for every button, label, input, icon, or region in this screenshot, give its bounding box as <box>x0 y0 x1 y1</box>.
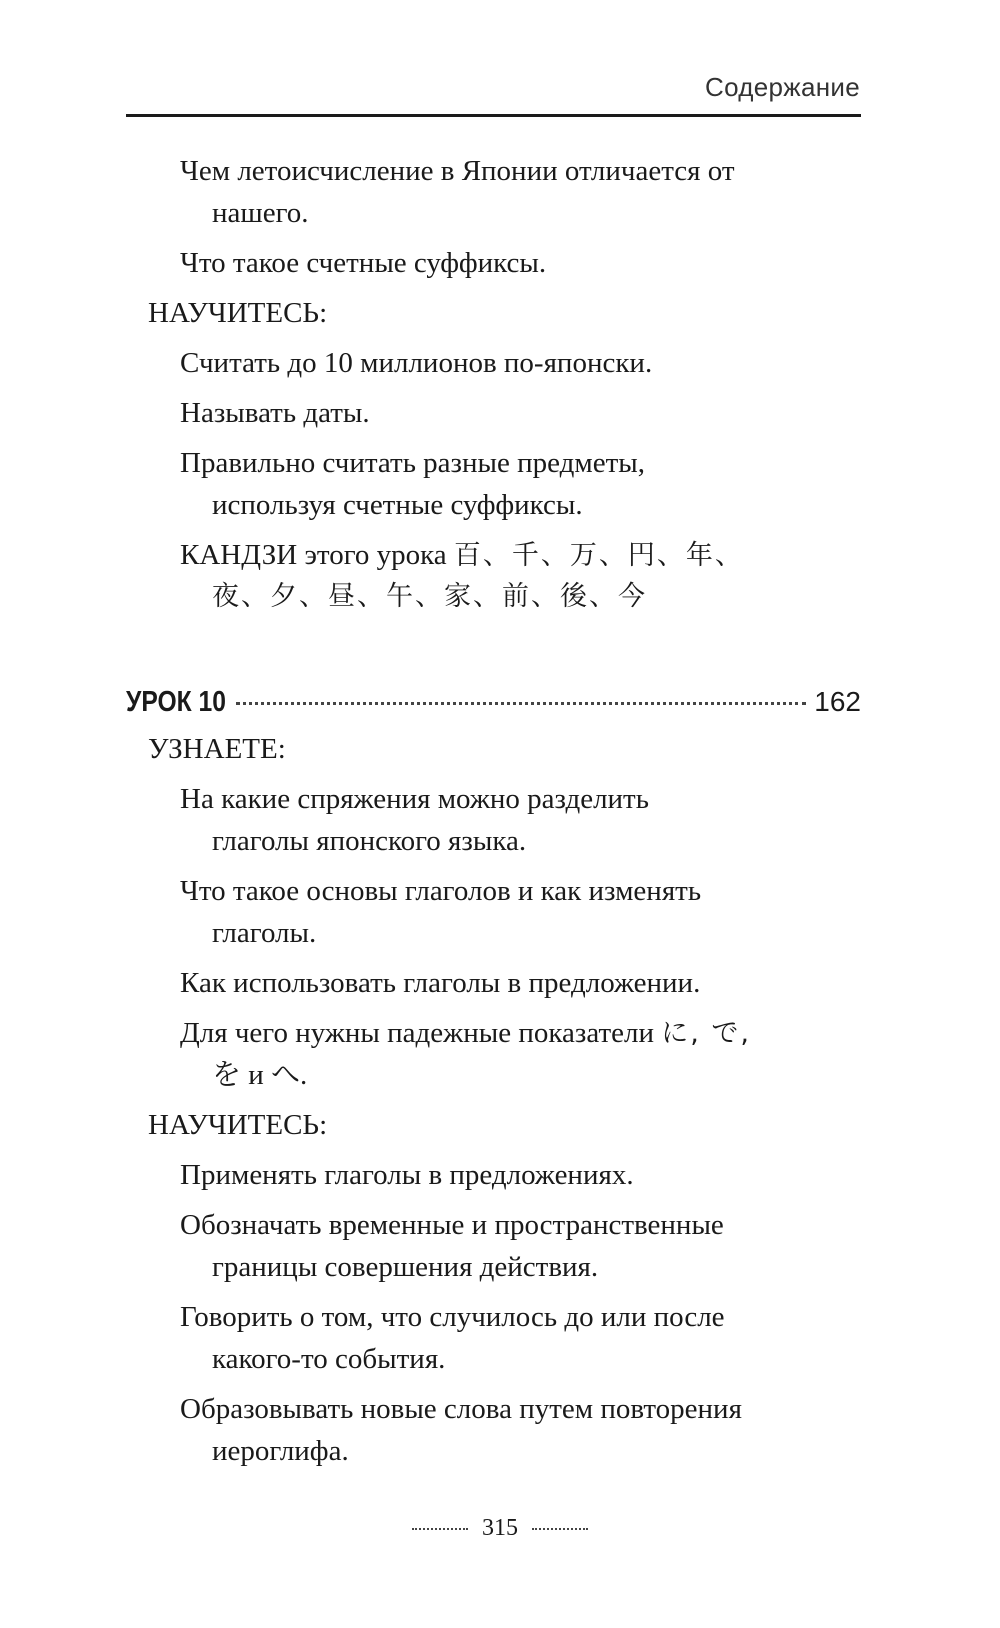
footer-dots-right <box>532 1528 588 1530</box>
content-line: Говорить о том, что случилось до или после <box>180 1301 725 1333</box>
kanji-line <box>180 538 744 573</box>
content-line: На какие спряжения можно разделить <box>180 783 649 815</box>
page-footer <box>0 1515 1000 1542</box>
content-line: Чем летоисчисление в Японии отличается от <box>180 155 735 187</box>
content-line: какого-то события. <box>212 1343 446 1375</box>
section-label-know: УЗНАЕТЕ: <box>148 733 286 765</box>
kanji-list: 夜、夕、昼、午、家、前、後、今 <box>212 581 647 612</box>
page-number: 315 <box>482 1515 518 1541</box>
content-line: Что такое основы глаголов и как изменять <box>180 875 702 907</box>
content-line: используя счетные суффиксы. <box>212 489 583 521</box>
content-line: границы совершения действия. <box>212 1251 599 1283</box>
content-line: нашего. <box>212 197 309 229</box>
content-text: Для чего нужны падежные показатели <box>180 1017 654 1049</box>
running-header: Содержание <box>705 72 860 102</box>
section-label-learn: НАУЧИТЕСЬ: <box>148 297 328 329</box>
leader-dots <box>236 702 807 705</box>
content-line: Правильно считать разные предметы, <box>180 447 646 479</box>
content-line: глаголы японского языка. <box>212 825 527 857</box>
header-rule <box>126 114 861 117</box>
footer-dots-left <box>412 1528 468 1530</box>
particle-list: を и へ. <box>212 1059 308 1091</box>
content-line: Что такое счетные суффиксы. <box>180 247 547 279</box>
content-line: Образовывать новые слова путем повторения <box>180 1393 742 1425</box>
lesson-title: УРОК 10 <box>126 686 226 718</box>
content-line: глаголы. <box>212 917 317 949</box>
content-line: Как использовать глаголы в предложении. <box>180 967 701 999</box>
lesson-page-number: 162 <box>814 686 861 717</box>
content-line: Считать до 10 миллионов по-японски. <box>180 347 653 379</box>
content-line: Называть даты. <box>180 397 370 429</box>
section-label-learn: НАУЧИТЕСЬ: <box>148 1109 328 1141</box>
particle-list: に, で, <box>661 1018 751 1049</box>
content-line: иероглифа. <box>212 1435 349 1467</box>
kanji-list: 百、千、万、円、年、 <box>453 540 744 571</box>
kanji-label: КАНДЗИ этого урока <box>180 539 447 571</box>
content-line: Обозначать временные и пространственные <box>180 1209 724 1241</box>
content-line: Применять глаголы в предложениях. <box>180 1159 634 1191</box>
content-line <box>180 1016 751 1051</box>
toc-entry-lesson-10[interactable] <box>126 686 861 726</box>
